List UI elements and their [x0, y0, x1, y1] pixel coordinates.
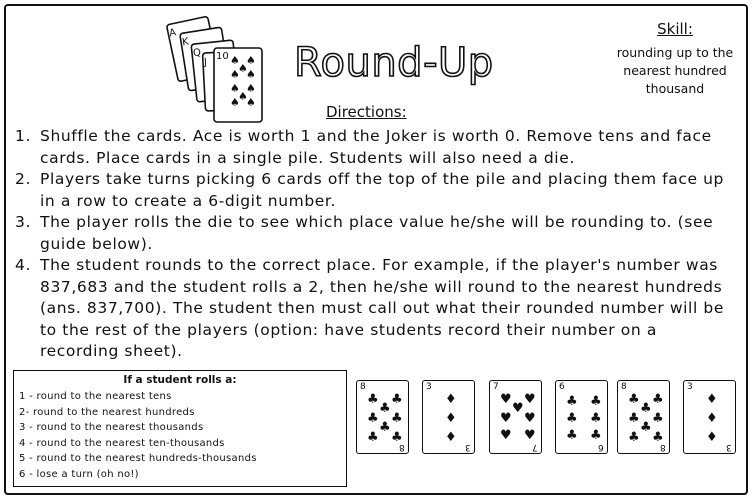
suit-pip-icon: ♣: [391, 430, 403, 445]
suit-pip-icon: ♥: [500, 411, 512, 426]
guide-heading: If a student rolls a:: [123, 374, 237, 386]
suit-pip-icon: ♦: [445, 392, 457, 407]
suit-pip-icon: ♣: [628, 411, 640, 426]
svg-text:10: 10: [216, 51, 229, 62]
suit-pip-icon: ♣: [652, 430, 664, 445]
playing-card: [555, 380, 608, 454]
suit-pip-icon: ♥: [524, 411, 536, 426]
card-pips: [692, 391, 728, 445]
suit-pip-icon: ♣: [379, 420, 391, 435]
card-rank-bottom: 8: [660, 442, 666, 452]
card-pips: [564, 391, 600, 445]
suit-pip-icon: ♥: [500, 392, 512, 407]
suit-pip-icon: ♣: [652, 411, 664, 426]
suit-pip-icon: ♦: [445, 430, 457, 445]
directions-list: [15, 126, 740, 363]
card-rank-bottom: 8: [399, 442, 405, 452]
playing-card: [489, 380, 542, 454]
svg-text:J: J: [203, 56, 208, 69]
suit-pip-icon: ♣: [652, 392, 664, 407]
playing-card: [356, 380, 409, 454]
direction-number: 1.: [15, 127, 31, 145]
direction-item: [15, 212, 740, 255]
guide-line: 4 - round to the nearest ten-thousands: [19, 437, 225, 449]
card-rank: 7: [493, 382, 499, 392]
suit-pip-icon: ♦: [706, 430, 718, 445]
suit-pip-icon: ♣: [566, 411, 578, 426]
svg-text:♠: ♠: [238, 90, 248, 103]
svg-text:♠: ♠: [246, 96, 256, 109]
suit-pip-icon: ♣: [640, 420, 652, 435]
svg-text:♠: ♠: [230, 82, 240, 95]
card-rank: 8: [621, 382, 627, 392]
svg-text:Q: Q: [192, 47, 202, 60]
suit-pip-icon: ♥: [512, 401, 524, 416]
svg-text:♠: ♠: [238, 62, 248, 75]
card-pips: [431, 391, 467, 445]
suit-pip-icon: ♥: [524, 428, 536, 443]
svg-text:♠: ♠: [246, 82, 256, 95]
playing-card: [617, 380, 670, 454]
card-rank: 6: [559, 382, 565, 392]
skill-label: Skill:: [657, 20, 693, 38]
card-rank-bottom: 7: [532, 442, 538, 452]
svg-text:♠: ♠: [230, 54, 240, 67]
suit-pip-icon: ♣: [640, 401, 652, 416]
suit-pip-icon: ♣: [590, 411, 602, 426]
playing-card: [683, 380, 736, 454]
direction-number: 2.: [15, 170, 31, 188]
card-rank: 8: [360, 382, 366, 392]
direction-text: Shuffle the cards. Ace is worth 1 and the Joker is worth 0. Remove tens and face cards. Place cards in a single pile. Students will also need a die.: [40, 127, 712, 167]
guide-line: 5 - round to the nearest hundreds-thousands: [19, 453, 257, 465]
suit-pip-icon: ♥: [524, 392, 536, 407]
suit-pip-icon: ♦: [445, 411, 457, 426]
svg-text:♠: ♠: [246, 68, 256, 81]
skill-text: rounding up to the nearest hundred thousand: [616, 45, 734, 96]
direction-number: 4.: [15, 256, 31, 274]
suit-pip-icon: ♣: [590, 428, 602, 443]
direction-item: [15, 169, 740, 212]
suit-pip-icon: ♣: [367, 411, 379, 426]
card-rank-bottom: 3: [726, 442, 732, 452]
svg-text:♠: ♠: [246, 54, 256, 67]
suit-pip-icon: ♣: [566, 394, 578, 409]
suit-pip-icon: ♣: [379, 401, 391, 416]
svg-text:K: K: [181, 36, 190, 49]
suit-pip-icon: ♣: [391, 411, 403, 426]
playing-card: [422, 380, 475, 454]
svg-text:A: A: [168, 27, 178, 40]
card-pips: [498, 391, 534, 445]
card-rank-bottom: 6: [598, 442, 604, 452]
direction-text: Players take turns picking 6 cards off the top of the pile and placing them face up in a row to create a 6-digit number.: [40, 170, 724, 210]
direction-item: [15, 126, 740, 169]
direction-text: The student rounds to the correct place. For example, if the player's number was 837,683 and the student rolls a 2, then he/she will round to the nearest hundreds (ans. 837,700). The student then must call out what their rounded number will be to the rest of the players (option: have students record their number on a recording sheet).: [40, 256, 724, 360]
suit-pip-icon: ♦: [706, 411, 718, 426]
suit-pip-icon: ♣: [628, 392, 640, 407]
suit-pip-icon: ♦: [706, 392, 718, 407]
direction-item: [15, 255, 740, 363]
card-rank: 3: [426, 382, 432, 392]
suit-pip-icon: ♣: [367, 430, 379, 445]
suit-pip-icon: ♣: [367, 392, 379, 407]
direction-number: 3.: [15, 213, 31, 231]
card-pips: [365, 391, 401, 445]
card-rank: 3: [687, 382, 693, 392]
card-rank-bottom: 3: [465, 442, 471, 452]
skill-box: [612, 20, 738, 98]
rounding-guide-box: [13, 370, 347, 487]
suit-pip-icon: ♣: [590, 394, 602, 409]
svg-text:♠: ♠: [230, 96, 240, 109]
card-pips: [626, 391, 662, 445]
guide-line: 2- round to the nearest hundreds: [19, 406, 195, 418]
suit-pip-icon: ♣: [391, 392, 403, 407]
suit-pip-icon: ♣: [628, 430, 640, 445]
guide-line: 6 - lose a turn (oh no!): [19, 468, 139, 480]
guide-line: 3 - round to the nearest thousands: [19, 422, 204, 434]
page-title: Round-Up: [294, 40, 494, 86]
svg-text:♠: ♠: [230, 68, 240, 81]
direction-text: The player rolls the die to see which place value he/she will be rounding to. (see guide below).: [40, 213, 714, 253]
suit-pip-icon: ♣: [566, 428, 578, 443]
guide-line: 1 - round to the nearest tens: [19, 391, 172, 402]
suit-pip-icon: ♥: [500, 428, 512, 443]
card-fan-illustration: [164, 16, 294, 126]
directions-heading: Directions:: [326, 103, 407, 121]
